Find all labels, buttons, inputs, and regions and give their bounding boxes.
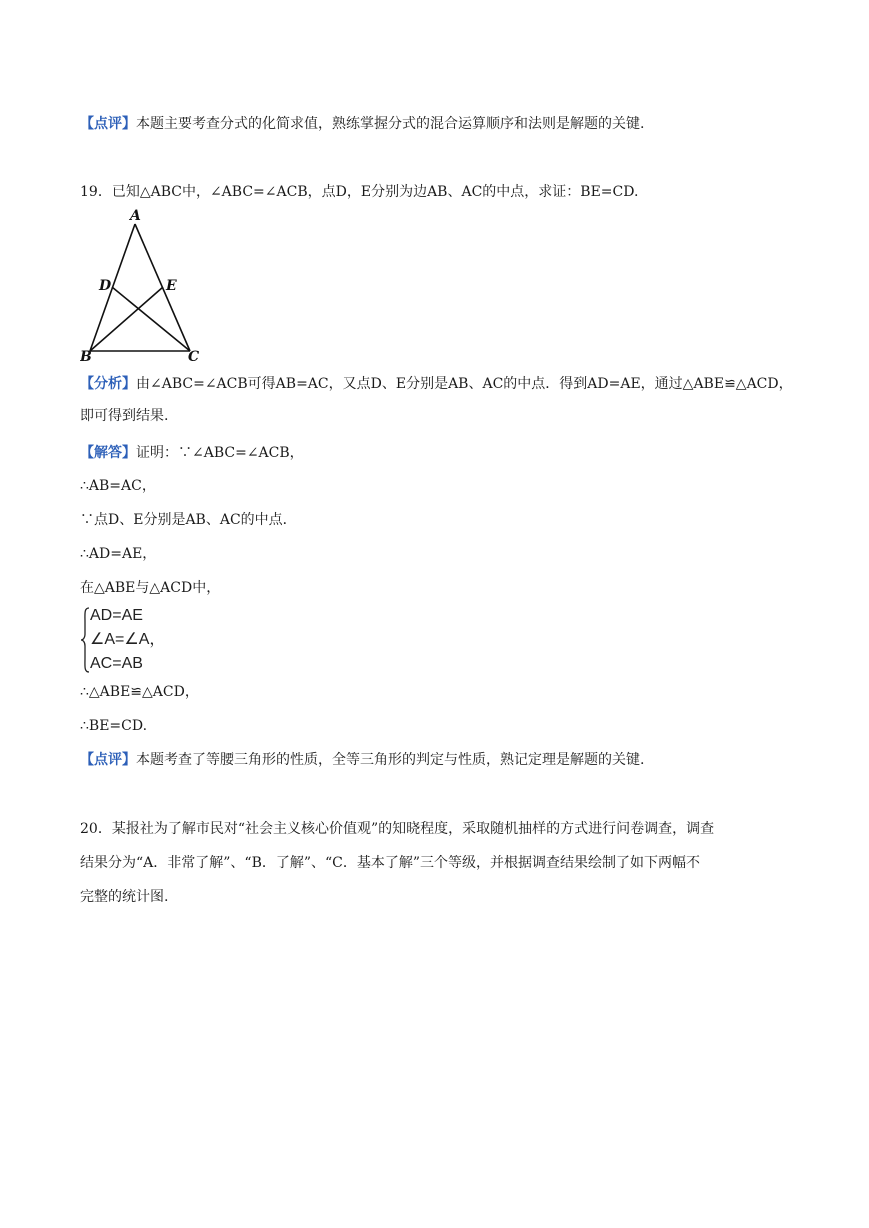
solution-line-3: ∵点D、E分别是AB、AC的中点． — [80, 512, 297, 528]
solution-line-4: ∴AD=AE， — [80, 546, 157, 562]
solution-line-2: ∴AB=AC， — [80, 478, 156, 494]
equation-system — [80, 606, 200, 674]
solution-line-7: ∴BE=CD. — [80, 718, 148, 734]
solution-tag: 【解答】 — [80, 445, 136, 461]
triangle-figure — [80, 208, 205, 363]
comment-text: 本题考查了等腰三角形的性质，全等三角形的判定与性质，熟记定理是解题的关键. — [136, 752, 645, 768]
system-line-1: AD=AE — [90, 607, 143, 624]
solution-line-5: 在△ABE与△ACD中， — [80, 580, 221, 596]
comment-18 — [80, 114, 644, 134]
left-brace-icon — [80, 606, 90, 674]
system-line-3: AC=AB — [90, 655, 143, 672]
analysis-line-2: 即可得到结果. — [80, 408, 169, 424]
solution-text-1: 证明：∵∠ABC=∠ACB， — [136, 445, 304, 461]
question-20-line-3: 完整的统计图. — [80, 889, 169, 905]
label-d: D — [99, 278, 112, 294]
analysis-tag: 【分析】 — [80, 376, 136, 392]
comment-text: 本题主要考查分式的化简求值，熟练掌握分式的混合运算顺序和法则是解题的关键. — [136, 116, 645, 132]
comment-tag: 【点评】 — [80, 116, 136, 132]
system-line-2: ∠A=∠A， — [90, 631, 166, 648]
comment-tag: 【点评】 — [80, 752, 136, 768]
label-c: C — [188, 349, 200, 363]
comment-19 — [80, 750, 644, 770]
solution-line-6: ∴△ABE≌△ACD， — [80, 684, 199, 700]
label-a: A — [130, 208, 141, 224]
label-b: B — [80, 349, 92, 363]
analysis-line-1 — [80, 374, 793, 394]
question-20-line-2: 结果分为“A．非常了解”、“B．了解”、“C．基本了解”三个等级，并根据调查结果绘制了如下两幅不 — [80, 855, 701, 871]
question-19-stem: 19．已知△ABC中，∠ABC=∠ACB，点D，E分别为边AB、AC的中点，求证：BE=CD. — [80, 184, 639, 200]
question-20-line-1: 20．某报社为了解市民对“社会主义核心价值观”的知晓程度，采取随机抽样的方式进行问卷调查，调查 — [80, 821, 715, 837]
analysis-text-1: 由∠ABC=∠ACB可得AB=AC，又点D、E分别是AB、AC的中点．得到AD=AE，通过△ABE≌△ACD， — [136, 376, 793, 392]
label-e: E — [166, 278, 177, 294]
solution-line-1 — [80, 443, 304, 463]
